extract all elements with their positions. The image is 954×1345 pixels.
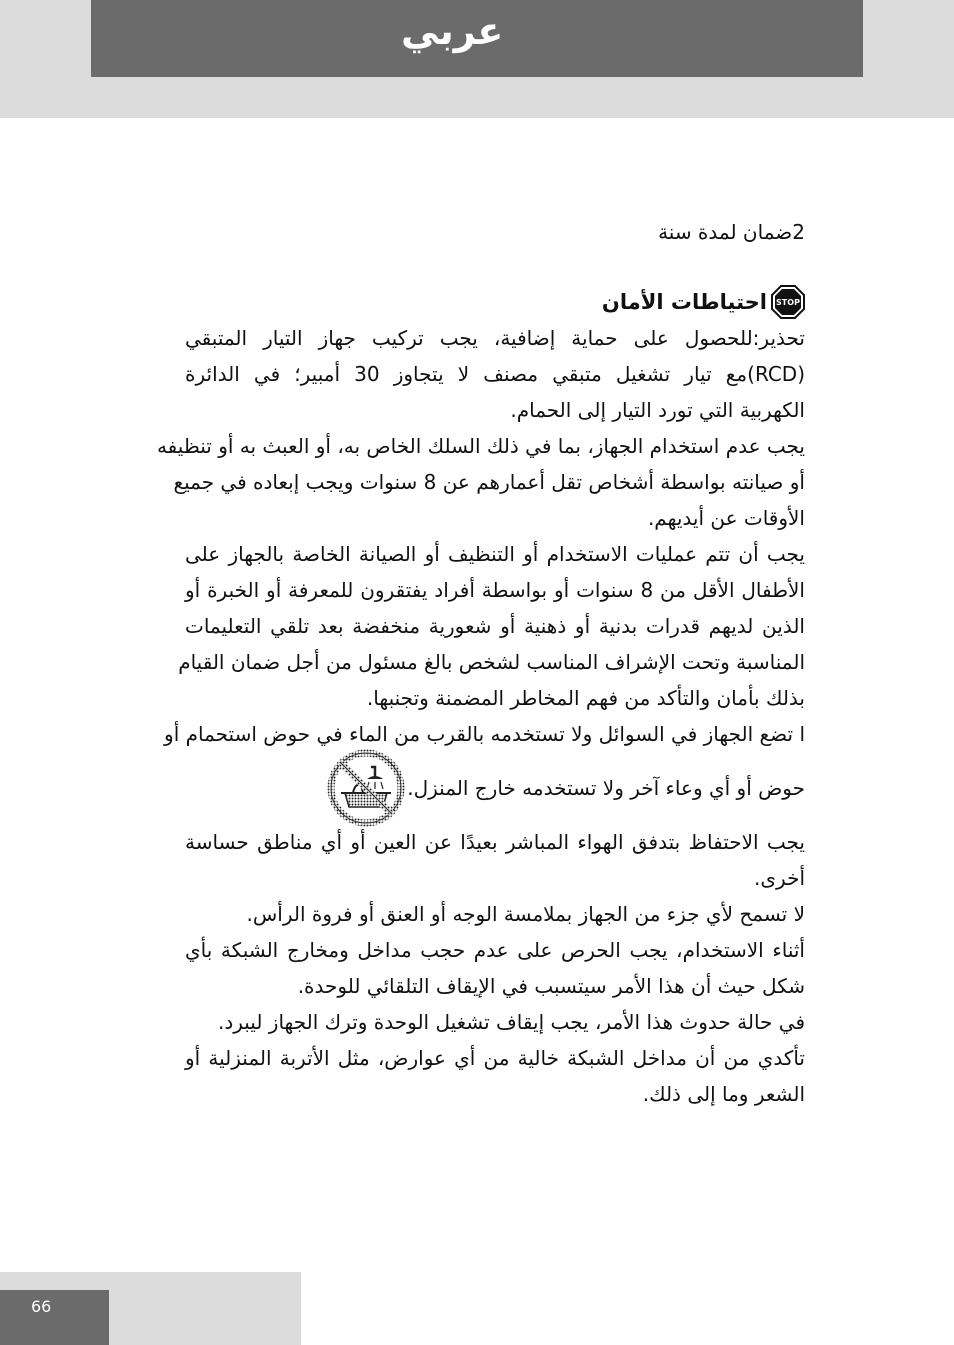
safety-title: احتياطات الأمان <box>601 290 767 314</box>
safety-line-11: بذلك بأمان والتأكد من فهم المخاطر المضمنة وتجنبها. <box>366 686 805 710</box>
safety-line-8: الأطفال الأقل من 8 سنوات أو بواسطة أفراد يفتقرون للمعرفة أو الخبرة أو <box>185 578 805 602</box>
safety-line-13: يجب الاحتفاظ بتدفق الهواء المباشر بعيدًا عن العين أو أي مناطق حساسة <box>185 830 805 854</box>
content <box>156 214 806 1112</box>
safety-line-16: أثناء الاستخدام، يجب الحرص على عدم حجب مداخل ومخارج الشبكة بأي <box>185 938 805 962</box>
safety-line-7: يجب أن تتم عمليات الاستخدام أو التنظيف أو الصيانة الخاصة بالجهاز على <box>185 542 805 566</box>
safety-line-2: (RCD)مع تيار تشغيل متبقي مصنف لا يتجاوز 30 أمبير؛ في الدائرة <box>185 362 806 386</box>
safety-line-12: ا تضع الجهاز في السوائل ولا تستخدمه بالقرب من الماء في حوض استحمام أو <box>164 722 805 746</box>
header-bar <box>91 0 863 77</box>
safety-line-20: الشعر وما إلى ذلك. <box>642 1082 805 1106</box>
safety-line-10: المناسبة وتحت الإشراف المناسب لشخص بالغ مسئول من أجل ضمان القيام <box>178 650 805 674</box>
bath-warning-text: حوض أو أي وعاء آخر ولا تستخدمه خارج المنزل. <box>407 776 805 800</box>
safety-line-17: شكل حيث أن هذا الأمر سيتسبب في الإيقاف التلقائي للوحدة. <box>297 974 805 998</box>
safety-line-5: أو صيانته بواسطة أشخاص تقل أعمارهم عن 8 سنوات ويجب إبعاده في جميع <box>173 470 805 494</box>
safety-line-19: تأكدي من أن مداخل الشبكة خالية من أي عوارض، مثل الأتربة المنزلية أو <box>185 1046 805 1070</box>
safety-line-3: الكهربية التي تورد التيار إلى الحمام. <box>510 398 805 422</box>
safety-line-1: تحذير:للحصول على حماية إضافية، يجب تركيب جهاز التيار المتبقي <box>185 326 805 350</box>
safety-line-9: الذين لديهم قدرات بدنية أو ذهنية أو شعورية منخفضة بعد تلقي التعليمات <box>185 614 805 638</box>
warranty-text: 2ضمان لمدة سنة <box>658 220 805 244</box>
bath-warning <box>185 752 805 824</box>
stop-icon-label: STOP <box>776 298 800 307</box>
no-bathtub-icon <box>327 749 405 827</box>
safety-line-4: يجب عدم استخدام الجهاز، بما في ذلك السلك الخاص به، أو العبث به أو تنظيفه <box>156 434 805 458</box>
page-number-box <box>0 1290 109 1345</box>
safety-line-14: أخرى. <box>754 866 805 890</box>
safety-line-18: في حالة حدوث هذا الأمر، يجب إيقاف تشغيل الوحدة وترك الجهاز ليبرد. <box>217 1010 805 1034</box>
page-number: 66 <box>31 1297 52 1316</box>
safety-line-15: لا تسمح لأي جزء من الجهاز بملامسة الوجه أو العنق أو فروة الرأس. <box>246 902 805 926</box>
safety-line-6: الأوقات عن أيديهم. <box>647 506 805 530</box>
page-title: عربي <box>401 9 504 53</box>
stop-sign-icon <box>771 285 805 319</box>
safety-heading <box>185 284 805 320</box>
